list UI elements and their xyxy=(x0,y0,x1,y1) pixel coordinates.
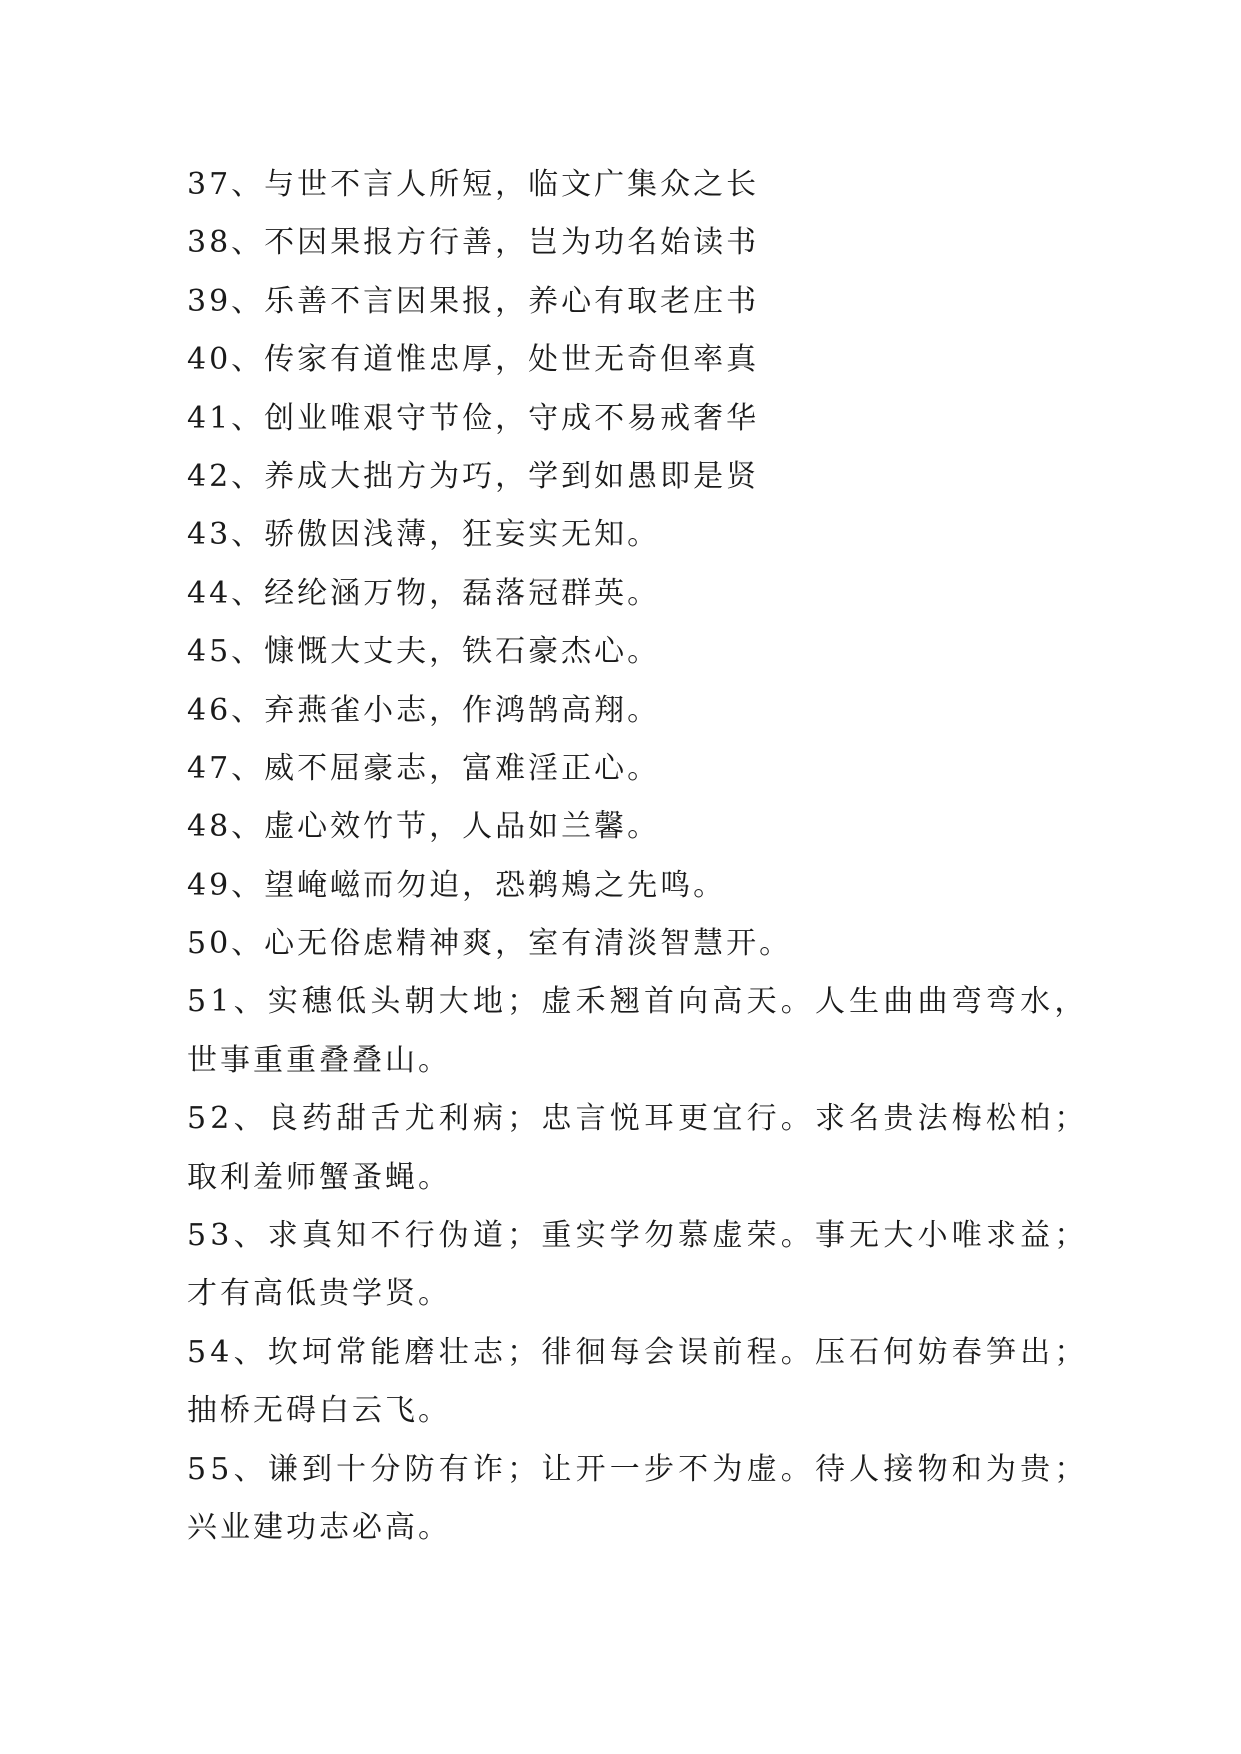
text-line: 45、慷慨大丈夫，铁石豪杰心。 xyxy=(187,634,661,670)
text-line: 54、坎坷常能磨壮志；徘徊每会误前程。压石何妨春笋出； xyxy=(187,1334,1089,1370)
text-line: 世事重重叠叠山。 xyxy=(187,1042,451,1078)
text-line: 43、骄傲因浅薄，狂妄实无知。 xyxy=(187,517,661,553)
text-line: 抽桥无碍白云飞。 xyxy=(187,1393,451,1429)
text-line: 41、创业唯艰守节俭，守成不易戒奢华 xyxy=(187,400,760,436)
text-line: 38、不因果报方行善，岂为功名始读书 xyxy=(187,225,760,261)
text-line: 48、虚心效竹节，人品如兰馨。 xyxy=(187,809,661,845)
text-line: 取利羞师蟹蚤蝇。 xyxy=(187,1159,451,1195)
text-line: 40、传家有道惟忠厚，处世无奇但率真 xyxy=(187,342,760,378)
text-line: 53、求真知不行伪道；重实学勿慕虚荣。事无大小唯求益； xyxy=(187,1218,1089,1254)
text-line: 50、心无俗虑精神爽，室有清淡智慧开。 xyxy=(187,926,793,962)
text-line: 49、望崦嵫而勿迫，恐鹈鴂之先鸣。 xyxy=(187,867,727,903)
text-line: 42、养成大拙方为巧，学到如愚即是贤 xyxy=(187,458,760,494)
text-line: 47、威不屈豪志，富难淫正心。 xyxy=(187,750,661,786)
text-line: 52、良药甜舌尤利病；忠言悦耳更宜行。求名贵法梅松柏； xyxy=(187,1101,1089,1137)
text-line: 才有高低贵学贤。 xyxy=(187,1276,451,1312)
text-line: 46、弃燕雀小志，作鸿鹄高翔。 xyxy=(187,692,661,728)
text-line: 51、实穗低头朝大地；虚禾翘首向高天。人生曲曲弯弯水， xyxy=(187,984,1089,1020)
text-line: 44、经纶涵万物，磊落冠群英。 xyxy=(187,575,661,611)
text-line: 55、谦到十分防有诈；让开一步不为虚。待人接物和为贵； xyxy=(187,1451,1089,1487)
text-line: 37、与世不言人所短，临文广集众之长 xyxy=(187,167,760,202)
text-line: 39、乐善不言因果报，养心有取老庄书 xyxy=(187,283,760,319)
text-line: 兴业建功志必高。 xyxy=(187,1509,451,1545)
document-body xyxy=(187,156,1089,1557)
